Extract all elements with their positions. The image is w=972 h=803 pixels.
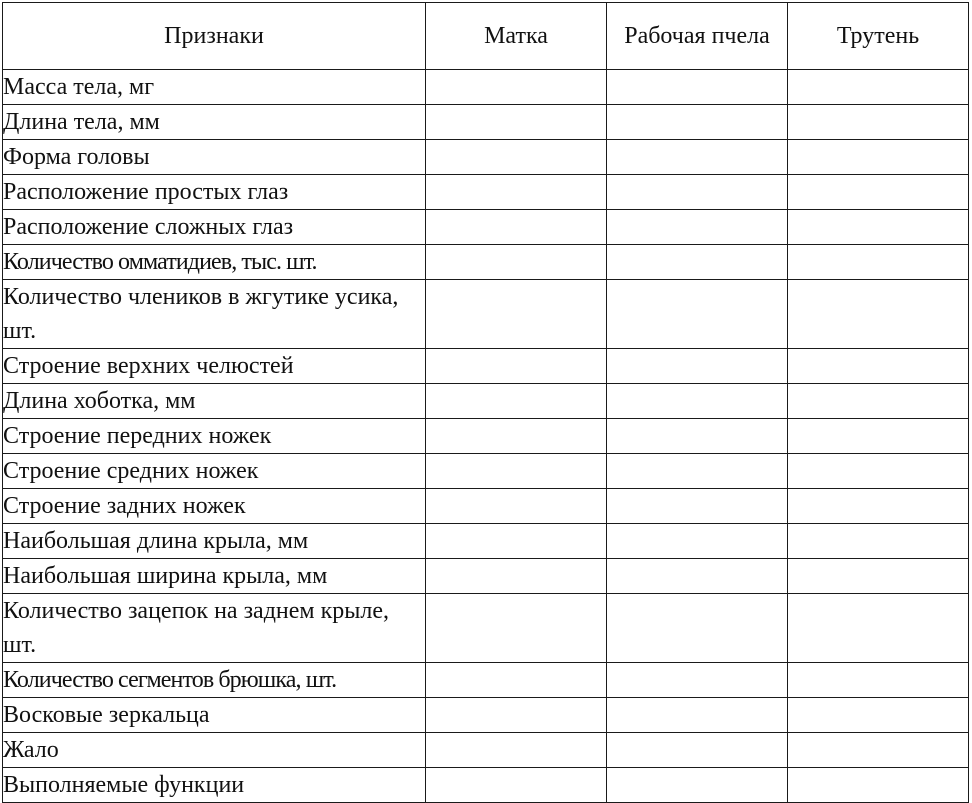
- queen-cell[interactable]: [426, 594, 607, 663]
- worker-cell[interactable]: [607, 280, 788, 349]
- queen-cell[interactable]: [426, 663, 607, 698]
- queen-cell[interactable]: [426, 384, 607, 419]
- feature-label: Выполняемые функции: [3, 768, 426, 803]
- worker-cell[interactable]: [607, 419, 788, 454]
- worker-cell[interactable]: [607, 105, 788, 140]
- drone-cell[interactable]: [788, 663, 969, 698]
- table-row: [3, 245, 969, 280]
- queen-cell[interactable]: [426, 489, 607, 524]
- queen-cell[interactable]: [426, 419, 607, 454]
- header-feature: Признаки: [3, 3, 426, 70]
- queen-cell[interactable]: [426, 698, 607, 733]
- table-row: [3, 524, 969, 559]
- drone-cell[interactable]: [788, 140, 969, 175]
- header-drone: Трутень: [788, 3, 969, 70]
- table-row: [3, 105, 969, 140]
- drone-cell[interactable]: [788, 698, 969, 733]
- drone-cell[interactable]: [788, 175, 969, 210]
- worker-cell[interactable]: [607, 210, 788, 245]
- table-row: [3, 175, 969, 210]
- drone-cell[interactable]: [788, 349, 969, 384]
- worker-cell[interactable]: [607, 175, 788, 210]
- drone-cell[interactable]: [788, 105, 969, 140]
- header-queen: Матка: [426, 3, 607, 70]
- worker-cell[interactable]: [607, 454, 788, 489]
- worker-cell[interactable]: [607, 768, 788, 803]
- header-worker: Рабочая пчела: [607, 3, 788, 70]
- feature-label: Строение средних ножек: [3, 454, 426, 489]
- table-row: [3, 210, 969, 245]
- table-row: [3, 454, 969, 489]
- worker-cell[interactable]: [607, 245, 788, 280]
- drone-cell[interactable]: [788, 454, 969, 489]
- queen-cell[interactable]: [426, 245, 607, 280]
- feature-label: Строение передних ножек: [3, 419, 426, 454]
- queen-cell[interactable]: [426, 210, 607, 245]
- drone-cell[interactable]: [788, 384, 969, 419]
- feature-label: Наибольшая ширина крыла, мм: [3, 559, 426, 594]
- feature-label: Расположение сложных глаз: [3, 210, 426, 245]
- table-row: [3, 768, 969, 803]
- feature-label: Строение верхних челюстей: [3, 349, 426, 384]
- worker-cell[interactable]: [607, 594, 788, 663]
- queen-cell[interactable]: [426, 175, 607, 210]
- feature-label: Жало: [3, 733, 426, 768]
- feature-label: Количество сегментов брюшка, шт.: [3, 663, 426, 698]
- queen-cell[interactable]: [426, 524, 607, 559]
- queen-cell[interactable]: [426, 349, 607, 384]
- queen-cell[interactable]: [426, 733, 607, 768]
- drone-cell[interactable]: [788, 559, 969, 594]
- table-row: [3, 140, 969, 175]
- queen-cell[interactable]: [426, 454, 607, 489]
- feature-label: Количество члеников в жгутике усика, шт.: [3, 280, 426, 349]
- worker-cell[interactable]: [607, 70, 788, 105]
- header-row: [3, 3, 969, 70]
- worker-cell[interactable]: [607, 349, 788, 384]
- queen-cell[interactable]: [426, 105, 607, 140]
- feature-label: Количество зацепок на заднем крыле, шт.: [3, 594, 426, 663]
- queen-cell[interactable]: [426, 280, 607, 349]
- drone-cell[interactable]: [788, 594, 969, 663]
- table-row: [3, 384, 969, 419]
- drone-cell[interactable]: [788, 70, 969, 105]
- queen-cell[interactable]: [426, 70, 607, 105]
- worker-cell[interactable]: [607, 733, 788, 768]
- table-row: [3, 349, 969, 384]
- worker-cell[interactable]: [607, 140, 788, 175]
- drone-cell[interactable]: [788, 489, 969, 524]
- table-row: [3, 280, 969, 349]
- table-row: [3, 419, 969, 454]
- worker-cell[interactable]: [607, 698, 788, 733]
- feature-label: Наибольшая длина крыла, мм: [3, 524, 426, 559]
- worker-cell[interactable]: [607, 524, 788, 559]
- feature-label: Восковые зеркальца: [3, 698, 426, 733]
- drone-cell[interactable]: [788, 419, 969, 454]
- table-row: [3, 663, 969, 698]
- bee-castes-comparison-table: [2, 2, 969, 803]
- drone-cell[interactable]: [788, 210, 969, 245]
- worker-cell[interactable]: [607, 663, 788, 698]
- drone-cell[interactable]: [788, 524, 969, 559]
- table-row: [3, 70, 969, 105]
- table-row: [3, 559, 969, 594]
- feature-label: Форма головы: [3, 140, 426, 175]
- queen-cell[interactable]: [426, 768, 607, 803]
- queen-cell[interactable]: [426, 559, 607, 594]
- drone-cell[interactable]: [788, 733, 969, 768]
- drone-cell[interactable]: [788, 280, 969, 349]
- feature-label: Количество омматидиев, тыс. шт.: [3, 245, 426, 280]
- table-row: [3, 489, 969, 524]
- table-row: [3, 698, 969, 733]
- worker-cell[interactable]: [607, 559, 788, 594]
- table-row: [3, 733, 969, 768]
- worker-cell[interactable]: [607, 489, 788, 524]
- queen-cell[interactable]: [426, 140, 607, 175]
- drone-cell[interactable]: [788, 245, 969, 280]
- feature-label: Длина тела, мм: [3, 105, 426, 140]
- feature-label: Масса тела, мг: [3, 70, 426, 105]
- worker-cell[interactable]: [607, 384, 788, 419]
- feature-label: Расположение простых глаз: [3, 175, 426, 210]
- table-row: [3, 594, 969, 663]
- feature-label: Строение задних ножек: [3, 489, 426, 524]
- feature-label: Длина хоботка, мм: [3, 384, 426, 419]
- drone-cell[interactable]: [788, 768, 969, 803]
